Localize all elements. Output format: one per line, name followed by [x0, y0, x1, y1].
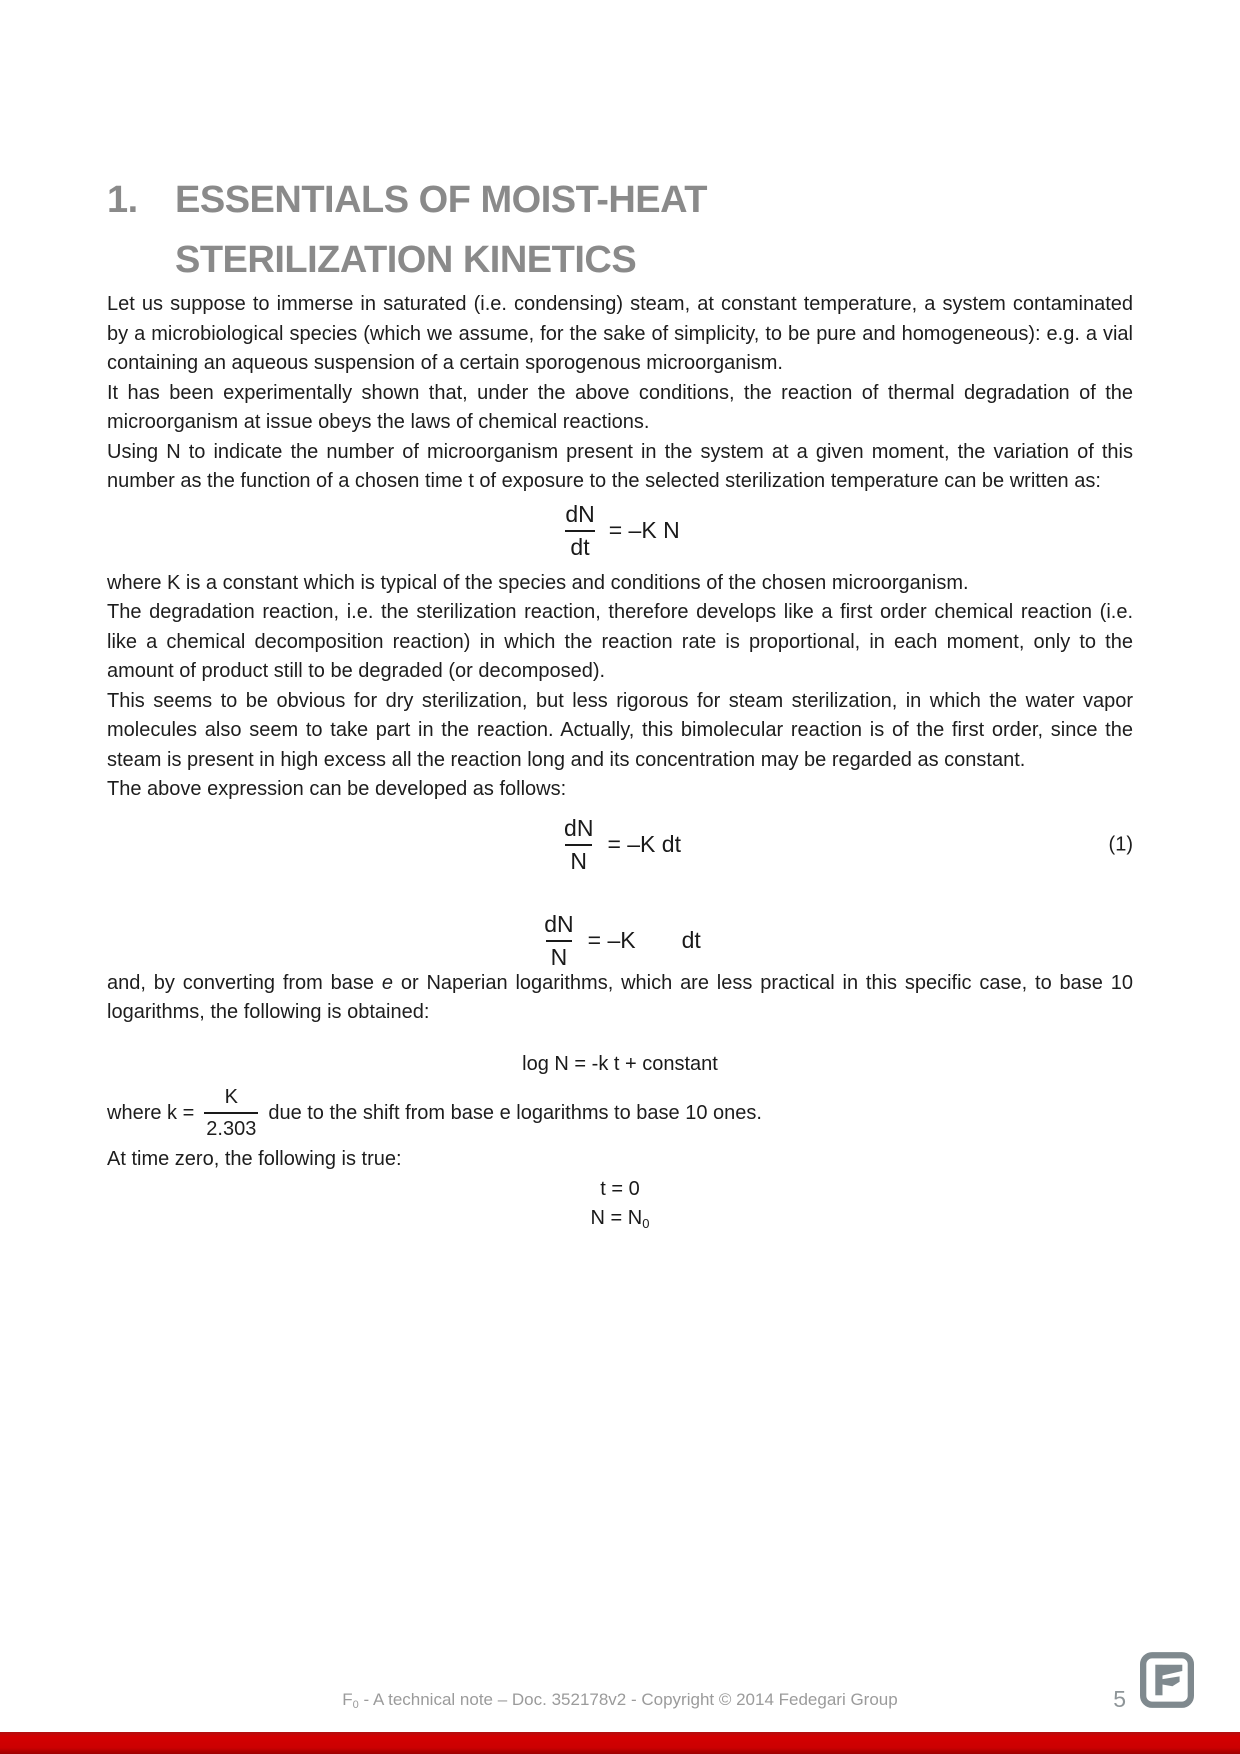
heading-line1: ESSENTIALS OF MOIST-HEAT — [175, 179, 707, 221]
paragraph-converting-e: e — [381, 971, 393, 994]
footer-accent-bar — [0, 1732, 1240, 1754]
paragraph-converting — [107, 969, 1133, 1028]
paragraph-developed: The above expression can be developed as follows: — [107, 778, 567, 800]
k-fraction-after: due to the shift from base e logarithms to base 10 ones. — [268, 1101, 762, 1124]
fraction-denominator: dt — [565, 530, 594, 559]
fraction-dn-dt — [560, 500, 599, 560]
formula-dn-n-eq1 — [107, 814, 1133, 874]
k-fraction-before: where k = — [107, 1101, 195, 1124]
formula-rhs-left: = –K — [587, 927, 636, 953]
fraction-denominator: 2.303 — [204, 1112, 258, 1139]
formula-t-zero: t = 0 — [600, 1177, 640, 1200]
paragraph-where-k: where K is a constant which is typical of the species and conditions of the chosen microorganism. — [107, 571, 969, 594]
paragraph-using-n: Using N to indicate the number of microorganism present in the system at a given moment, the variation of this number as the function of a chosen time t of exposure to the selected sterilization temperature can be written as: — [107, 440, 1133, 492]
equation-number: (1) — [1108, 833, 1133, 855]
page-number: 5 — [1113, 1686, 1126, 1712]
fraction-numerator: dN — [544, 910, 574, 937]
formula-rhs-right: dt — [681, 927, 701, 953]
paragraph-converting-after: or Naperian logarithms, which are less practical in this specific case, to base 10 logarithms, the following is obtained: — [107, 971, 1133, 1023]
fraction-dn-n — [559, 814, 598, 874]
footer-doc-info: - A technical note – Doc. 352178v2 - Copyright © 2014 Fedegari Group — [358, 1690, 898, 1709]
heading-line2: STERILIZATION KINETICS — [175, 239, 637, 281]
fraction-k-2303 — [204, 1087, 258, 1139]
heading-text — [175, 170, 1133, 290]
footer-f0: F — [342, 1690, 353, 1709]
footer-text — [0, 1690, 1240, 1710]
paragraph-converting-before: and, by converting from base — [107, 971, 382, 994]
formula-n-n0-subscript: 0 — [642, 1216, 650, 1231]
heading-number: 1. — [107, 179, 138, 221]
paragraph-intro: Let us suppose to immerse in saturated (i.e. condensing) steam, at constant temperature, a system contaminated by a microbiological species (which we assume, for the sake of simplicity, to be pure and homogeneous): e.g. a vial containing an aqueous suspension of a certain sporogenous microorganism. — [107, 293, 1133, 374]
equation-1-wrapper — [107, 814, 1133, 874]
fraction-dn-n — [539, 910, 578, 970]
fedegari-logo-icon — [1140, 1652, 1194, 1708]
formula-log: log N = -k t + constant — [522, 1052, 718, 1075]
formula-dn-dt — [107, 500, 1133, 560]
formula-rhs: = –K N — [608, 517, 680, 543]
section-heading — [107, 170, 1133, 290]
paragraph-experiment: It has been experimentally shown that, under the above conditions, the reaction of thermal degradation of the microorganism at issue obeys the laws of chemical reactions. — [107, 381, 1133, 433]
formula-k-fraction — [107, 1081, 1133, 1145]
fraction-numerator: dN — [565, 500, 595, 527]
footer-f0-subscript: 0 — [352, 1699, 359, 1711]
fraction-numerator: K — [224, 1086, 238, 1108]
fraction-denominator: N — [565, 844, 592, 873]
formula-dn-n-2 — [107, 910, 1133, 970]
formula-rhs: = –K dt — [607, 831, 681, 857]
formula-n-n0-base: N = N — [590, 1207, 643, 1229]
fraction-numerator: dN — [564, 814, 594, 841]
paragraph-degradation: The degradation reaction, i.e. the sterilization reaction, therefore develops like a first order chemical reaction (i.e. like a chemical decomposition reaction) in which the reaction rate is proportional, in each moment, only to the amount of product still to be degraded (or decomposed). — [107, 601, 1133, 682]
paragraph-steam: This seems to be obvious for dry sterilization, but less rigorous for steam sterilization, in which the water vapor molecules also seem to take part in the reaction. Actually, this bimolecular reaction is of the first order, since the steam is present in high excess all the reaction long and its concentration may be regarded as constant. — [107, 689, 1133, 771]
paragraph-time-zero: At time zero, the following is true: — [107, 1148, 402, 1170]
formula-n-n0 — [107, 1204, 1133, 1234]
fraction-denominator: N — [546, 940, 573, 969]
